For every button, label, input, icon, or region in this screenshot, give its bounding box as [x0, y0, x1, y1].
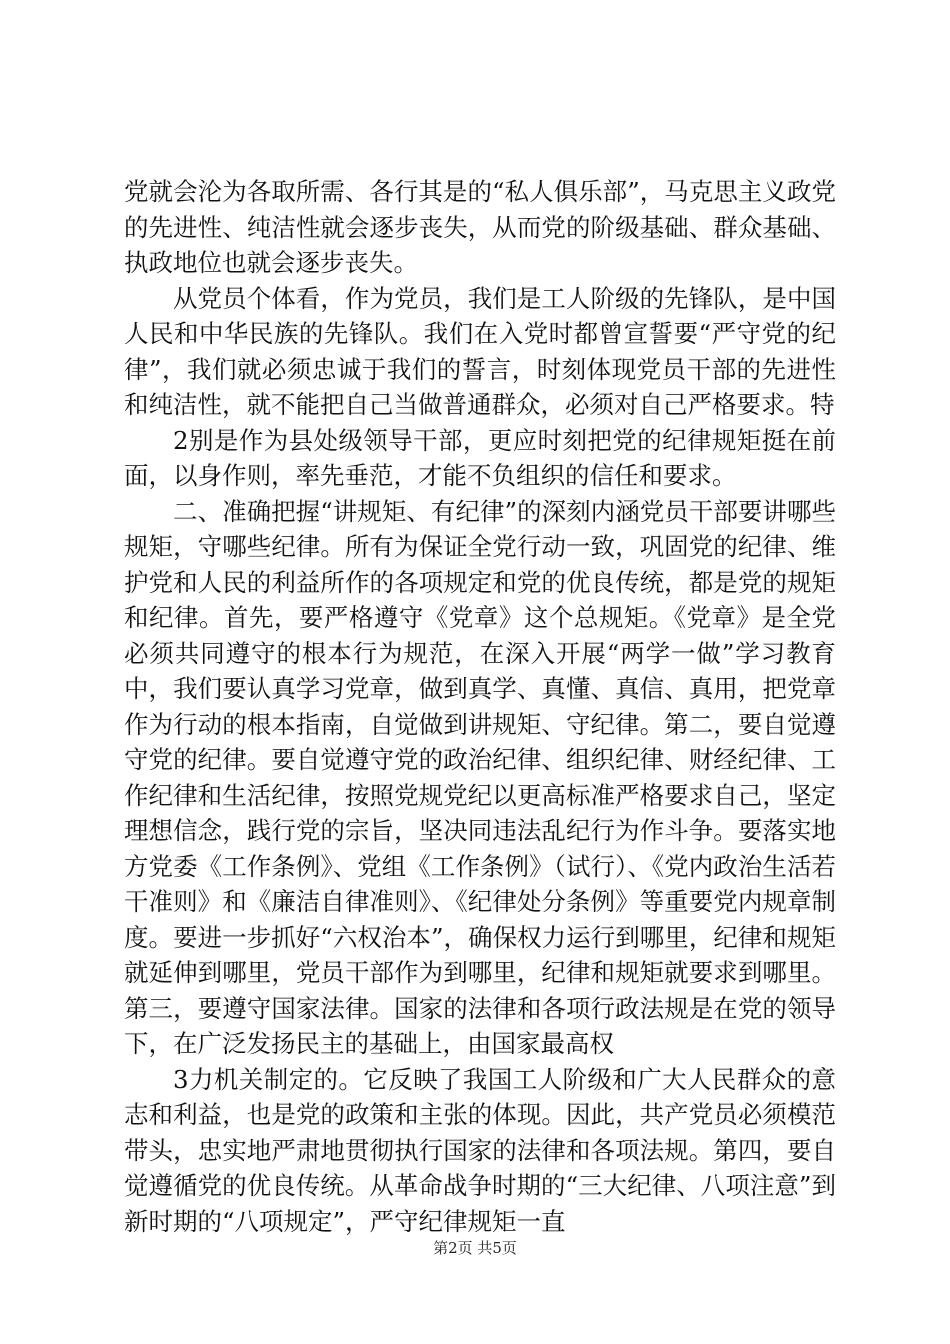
paragraph-1: 党就会沦为各取所需、各行其是的“私人俱乐部”，马克思主义政党的先进性、纯洁性就会逐步丧失，从而党的阶级基础、群众基础、执政地位也就会逐步丧失。 [124, 177, 836, 277]
paragraph-2: 从党员个体看，作为党员，我们是工人阶级的先锋队，是中国人民和中华民族的先锋队。我们在入党时都曾宣誓要“严守党的纪律”，我们就必须忠诚于我们的誓言，时刻体现党员干部的先进性和纯洁性，就不能把自己当做普通群众，必须对自己严格要求。特 [124, 283, 836, 419]
paragraph-3: 2别是作为县处级领导干部，更应时刻把党的纪律规矩挺在前面，以身作则，率先垂范，才能不负组织的信任和要求。 [124, 425, 836, 490]
page-number-footer: 第2页 共5页 [433, 1239, 517, 1257]
paragraph-4: 二、准确把握“讲规矩、有纪律”的深刻内涵党员干部要讲哪些规矩，守哪些纪律。所有为保证全党行动一致，巩固党的纪律、维护党和人民的利益所作的各项规定和党的优良传统，都是党的规矩和纪律。首先，要严格遵守《党章》这个总规矩。《党章》是全党必须共同遵守的根本行为规范，在深入开展“两学一做”学习教育中，我们要认真学习党章，做到真学、真懂、真信、真用，把党章作为行动的根本指南，自觉做到讲规矩、守纪律。第二，要自觉遵守党的纪律。要自觉遵守党的政治纪律、组织纪律、财经纪律、工作纪律和生活纪律，按照党规党纪以更高标准严格要求自己，坚定理想信念，践行党的宗旨，坚决同违法乱纪行为作斗争。要落实地方党委《工作条例》、党组《工作条例》（试行）、《党内政治生活若干准则》和《廉洁自律准则》、《纪律处分条例》等重要党内规章制度。要进一步抓好“六权治本”，确保权力运行到哪里，纪律和规矩就延伸到哪里，党员干部作为到哪里，纪律和规矩就要求到哪里。第三，要遵守国家法律。国家的法律和各项行政法规是在党的领导下，在广泛发扬民主的基础上，由国家最高权 [124, 496, 836, 1058]
paragraph-5: 3力机关制定的。它反映了我国工人阶级和广大人民群众的意志和利益，也是党的政策和主张的体现。因此，共产党员必须模范带头，忠实地严肃地贯彻执行国家的法律和各项法规。第四，要自觉遵循党的优良传统。从革命战争时期的“三大纪律、八项注意”到新时期的“八项规定”，严守纪律规矩一直 [124, 1064, 836, 1236]
document-body [124, 174, 836, 1239]
